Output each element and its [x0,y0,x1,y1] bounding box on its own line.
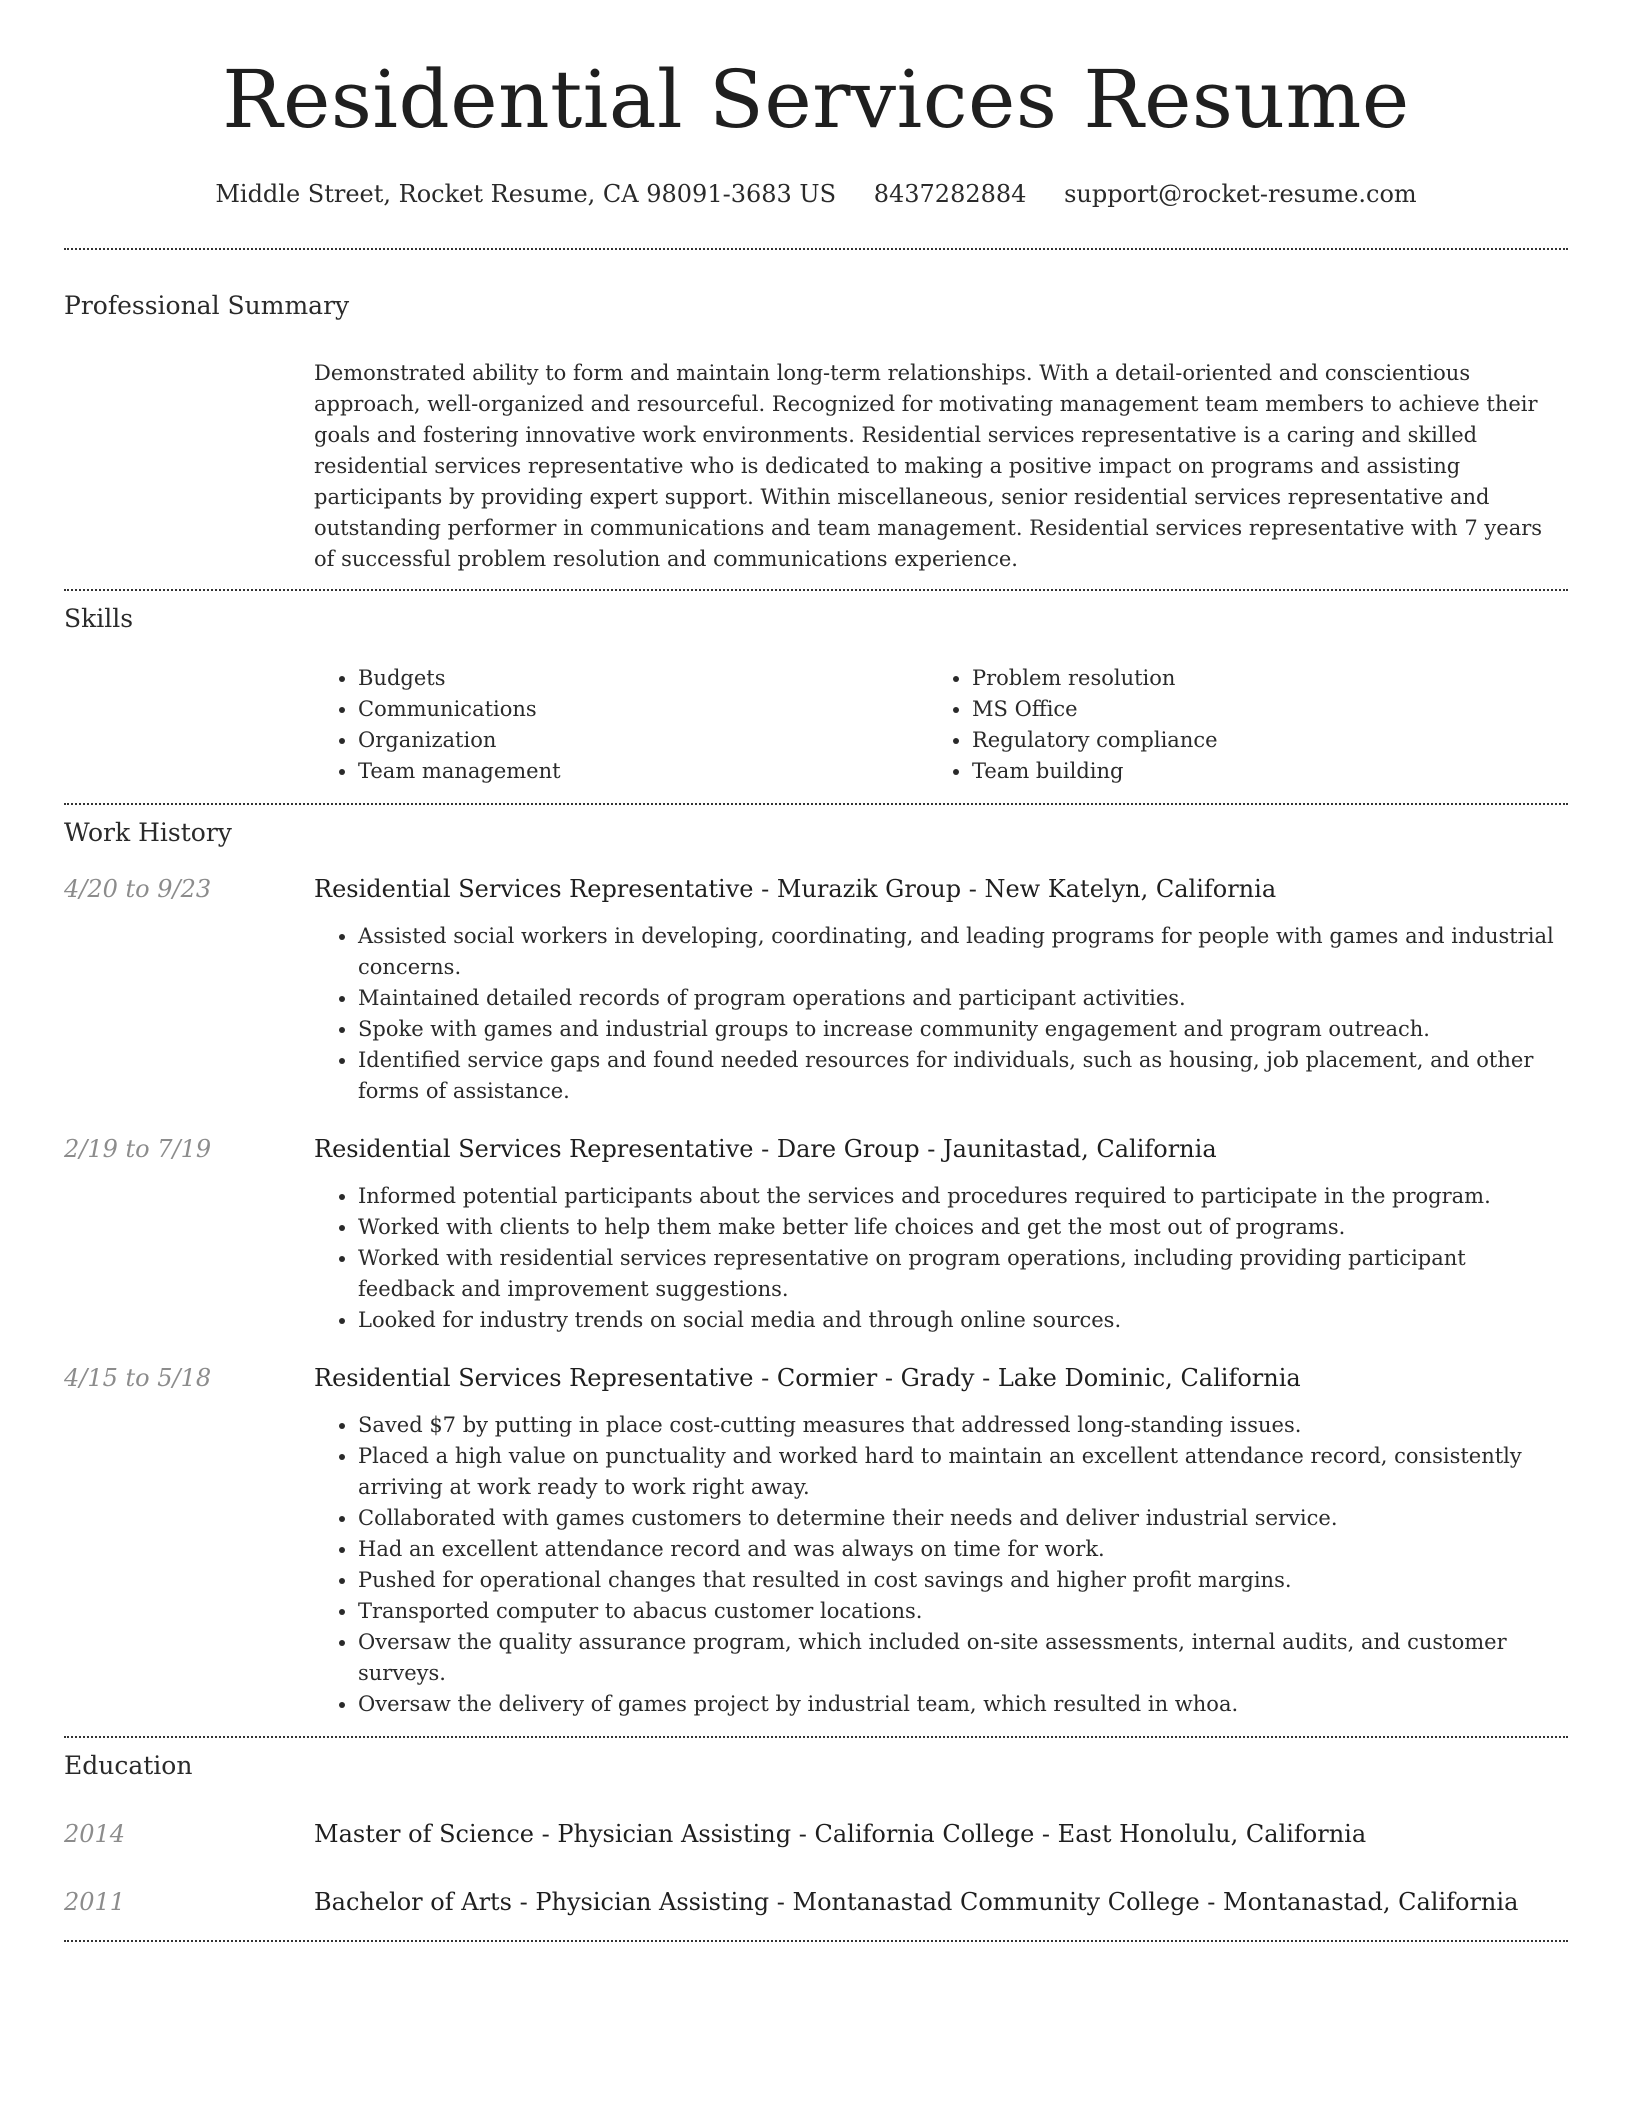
email: support@rocket-resume.com [1064,180,1417,208]
address: Middle Street, Rocket Resume, CA 98091-3683 US [215,180,837,208]
work-heading: Work History [64,818,232,847]
education-entry [64,1818,1568,1850]
job-bullets [314,1410,1568,1720]
job-bullet: • Worked with residential services representative on program operations, including providing participant feedback and improvement suggestions. [358,1243,1568,1305]
job-dates: 4/20 to 9/23 [64,875,212,903]
jobs-list [64,873,1568,1720]
education-degree: Bachelor of Arts - Physician Assisting - Montanastad Community College - Montanastad, California [314,1888,1519,1916]
divider [64,1736,1568,1738]
resume-title: Residential Services Resume [222,53,1410,146]
skill-item: • Regulatory compliance [972,725,1542,756]
job-bullet: • Had an excellent attendance record and was always on time for work. [358,1534,1568,1565]
education-year: 2014 [64,1820,126,1848]
job-body [314,873,1568,1107]
skill-item: • Communications [358,694,928,725]
job-dates: 2/19 to 7/19 [64,1135,212,1163]
job-bullet: • Oversaw the delivery of games project by industrial team, which resulted in whoa. [358,1689,1568,1720]
education-entry [64,1886,1568,1918]
job-title: Residential Services Representative - Dare Group - Jaunitastad, California [314,1135,1217,1163]
job-bullet: • Assisted social workers in developing, coordinating, and leading programs for people with games and industrial concerns. [358,921,1568,983]
education-heading: Education [64,1751,193,1780]
skills-list [314,663,1568,787]
job-bullet: • Transported computer to abacus customer locations. [358,1596,1568,1627]
contact-line [64,178,1568,210]
job-title: Residential Services Representative - Cormier - Grady - Lake Dominic, California [314,1364,1301,1392]
skill-item: • Team building [972,756,1542,787]
skill-item: • MS Office [972,694,1542,725]
job-bullets [314,1181,1568,1336]
job-dates: 4/15 to 5/18 [64,1364,212,1392]
job-body [314,1133,1568,1336]
skill-item: • Problem resolution [972,663,1542,694]
summary-heading: Professional Summary [64,291,350,320]
summary-text: Demonstrated ability to form and maintain long-term relationships. With a detail-oriented and conscientious approach, well-organized and resourceful. Recognized for motivating management team members to achieve their goals and fostering innovative work environments. Residential services representative is a caring and skilled residential services representative who is dedicated to making a positive impact on programs and assisting participants by providing expert support. Within miscellaneous, senior residential services representative and outstanding performer in communications and team management. Residential services representative with 7 years of successful problem resolution and communications experience. [314,361,1543,571]
divider [64,589,1568,591]
education-year: 2011 [64,1888,126,1916]
job-bullet: • Identified service gaps and found needed resources for individuals, such as housing, job placement, and other forms of assistance. [358,1045,1568,1107]
job-bullet: • Pushed for operational changes that resulted in cost savings and higher profit margins. [358,1565,1568,1596]
job-bullet: • Oversaw the quality assurance program, which included on-site assessments, internal audits, and customer surveys. [358,1627,1568,1689]
skills-heading: Skills [64,604,134,633]
skill-item: • Budgets [358,663,928,694]
education-degree: Master of Science - Physician Assisting - California College - East Honolulu, California [314,1820,1367,1848]
job-bullet: • Worked with clients to help them make better life choices and get the most out of programs. [358,1212,1568,1243]
phone: 8437282884 [873,180,1027,208]
skill-item: • Team management [358,756,928,787]
job-bullet: • Placed a high value on punctuality and worked hard to maintain an excellent attendance record, consistently arriving at work ready to work right away. [358,1441,1568,1503]
skill-item: • Organization [358,725,928,756]
job-entry [64,1133,1568,1336]
skills-column-left [314,663,928,787]
job-bullets [314,921,1568,1107]
job-bullet: • Spoke with games and industrial groups to increase community engagement and program outreach. [358,1014,1568,1045]
divider [64,248,1568,250]
skills-column-right [928,663,1542,787]
divider [64,1940,1568,1942]
job-title: Residential Services Representative - Murazik Group - New Katelyn, California [314,875,1277,903]
job-bullet: • Maintained detailed records of program operations and participant activities. [358,983,1568,1014]
job-entry [64,1362,1568,1720]
job-body [314,1362,1568,1720]
job-bullet: • Informed potential participants about the services and procedures required to participate in the program. [358,1181,1568,1212]
job-bullet: • Looked for industry trends on social media and through online sources. [358,1305,1568,1336]
job-entry [64,873,1568,1107]
job-bullet: • Saved $7 by putting in place cost-cutting measures that addressed long-standing issues. [358,1410,1568,1441]
divider [64,803,1568,805]
job-bullet: • Collaborated with games customers to determine their needs and deliver industrial service. [358,1503,1568,1534]
